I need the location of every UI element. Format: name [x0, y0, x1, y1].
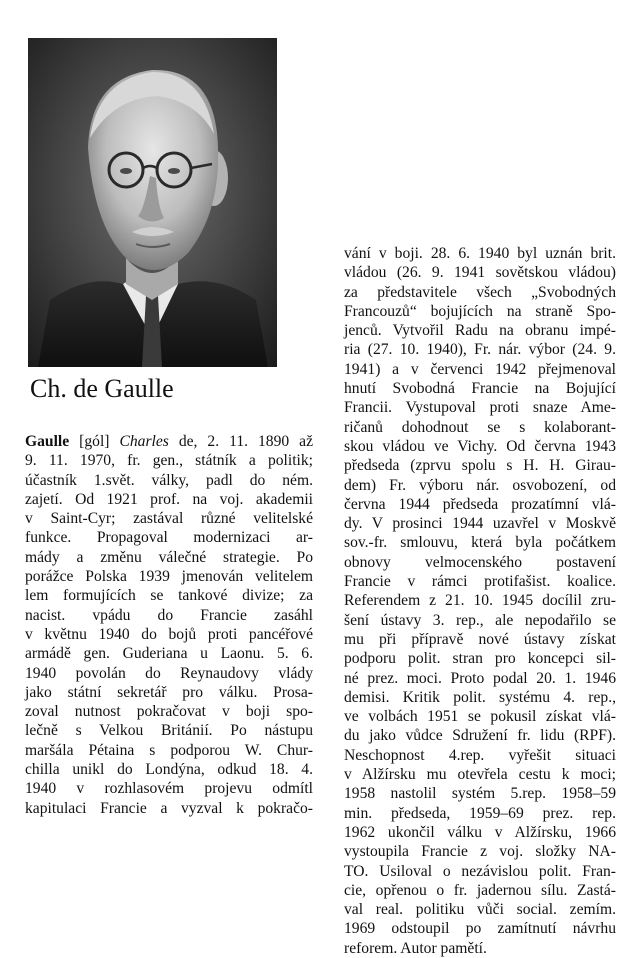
text-line: v Saint-Cyr; zastával různé velitelské	[25, 510, 313, 528]
text-line: účastník 1.svět. války, padl do ném.	[25, 471, 313, 489]
text-line: TO. Usiloval o nezávislou polit. Fran-	[344, 862, 616, 880]
text-line: demisi. Kritik polit. systému 4. rep.,	[344, 688, 616, 706]
text-line: Francie v rámci protifašist. koalice.	[344, 573, 616, 591]
text-line: dem) Fr. výboru nár. osvobození, od	[344, 476, 616, 494]
text-line: mády a změnu válečné strategie. Po	[25, 548, 313, 566]
text-line: jenců. Vytvořil Radu na obranu impé-	[344, 322, 616, 340]
text-line: cie, opřenou o fr. jadernou sílu. Zastá-	[344, 881, 616, 899]
article-column-right	[344, 244, 616, 958]
text-line: né prez. moci. Proto podal 20. 1. 1946	[344, 669, 616, 687]
text-line: skou vládou ve Vichy. Od června 1943	[344, 437, 616, 455]
text-line: Referendem z 21. 10. 1945 docílil zru-	[344, 592, 616, 610]
text-line: Francii. Vystupoval proti snaze Ame-	[344, 399, 616, 417]
text-line: du jako vůdce Sdružení fr. lidu (RPF).	[344, 727, 616, 745]
text-line: za představitele všech „Svobodných	[344, 283, 616, 301]
text-line: podporu polit. stran pro koncepci sil-	[344, 650, 616, 668]
text-line: června 1944 předseda prozatímní vlá-	[344, 495, 616, 513]
text-line: 1941) a v červenci 1942 přejmenoval	[344, 360, 616, 378]
text-line: nacist. vpádu do Francie zasáhl	[25, 606, 313, 624]
first-line-rest: de, 2. 11. 1890 až	[178, 433, 313, 450]
text-line: šení ústavy 3. rep., ale nepodařilo se	[344, 611, 616, 629]
text-line: Francouzů“ bojujících na straně Spo-	[344, 302, 616, 320]
text-line: ria (27. 10. 1940), Fr. nár. výbor (24. 9.	[344, 341, 616, 359]
text-line: 1940 povolán do Reynaudovy vlády	[25, 664, 313, 682]
pronunciation: [gól]	[79, 433, 110, 450]
text-line: chilla unikl do Londýna, odkud 18. 4.	[25, 761, 313, 779]
text-line: reforem. Autor pamětí.	[344, 939, 487, 957]
text-line: kapitulaci Francie a vyzval k pokračo-	[25, 799, 313, 817]
text-line: zajetí. Od 1921 prof. na voj. akademii	[25, 490, 313, 508]
text-line: 1958 nastolil systém 5.rep. 1958–59	[344, 785, 616, 803]
article-first-line	[25, 432, 313, 451]
headword: Gaulle	[25, 433, 70, 450]
text-line: v Alžírsku mu otevřela cestu k moci;	[344, 766, 616, 784]
text-line: jako státní sekretář pro válku. Prosa-	[25, 683, 313, 701]
photo-caption: Ch. de Gaulle	[30, 374, 174, 403]
text-line: předseda (zprvu spolu s H. H. Girau-	[344, 457, 616, 475]
text-line: porážce Polska 1939 jmenován velitelem	[25, 568, 313, 586]
text-line: vládou (26. 9. 1941 sovětskou vládou)	[344, 264, 616, 282]
text-line: armádě gen. Guderiana u Laonu. 5. 6.	[25, 645, 313, 663]
text-line: val real. politiku vůči social. zemím.	[344, 901, 616, 919]
first-name: Charles	[119, 433, 169, 450]
article-column-left	[25, 432, 313, 818]
text-line: mu při přípravě nové ústavy získat	[344, 630, 616, 648]
text-line: ve volbách 1951 se pokusil získat vlá-	[344, 708, 616, 726]
text-line: vystoupila Francie z voj. složky NA-	[344, 843, 616, 861]
text-line: vání v boji. 28. 6. 1940 byl uznán brit.	[344, 245, 616, 262]
text-line: v květnu 1940 do bojů proti pancéřové	[25, 625, 313, 643]
text-line: min. předseda, 1959–69 prez. rep.	[344, 804, 616, 822]
text-line: funkce. Propagoval modernizaci ar-	[25, 529, 313, 547]
text-line: zoval nutnost pokračovat v boji spo-	[25, 703, 313, 721]
portrait-photo	[28, 38, 277, 367]
text-line: ričanů dohodnout se s kolaborant-	[344, 418, 616, 436]
text-line: hnutí Svobodná Francie na Bojující	[344, 380, 616, 398]
text-line: sov.-fr. smlouvu, která byla počátkem	[344, 534, 616, 552]
text-line: lem formujících se tankové divize; za	[25, 587, 313, 605]
text-line: Neschopnost 4.rep. vyřešit situaci	[344, 746, 616, 764]
text-line: obnovy velmocenského postavení	[344, 553, 616, 571]
text-line: maršála Pétaina s podporou W. Chur-	[25, 741, 313, 759]
text-line: 1969 odstoupil po zamítnutí návrhu	[344, 920, 616, 938]
text-line: 1940 v rozhlasovém projevu odmítl	[25, 780, 313, 798]
text-line: 9. 11. 1970, fr. gen., státník a politik;	[25, 452, 313, 470]
text-line: 1962 ukončil válku v Alžírsku, 1966	[344, 823, 616, 841]
text-line: dy. V prosinci 1944 uzavřel v Moskvě	[344, 515, 616, 533]
text-line: lečně s Velkou Británií. Po nástupu	[25, 722, 313, 740]
